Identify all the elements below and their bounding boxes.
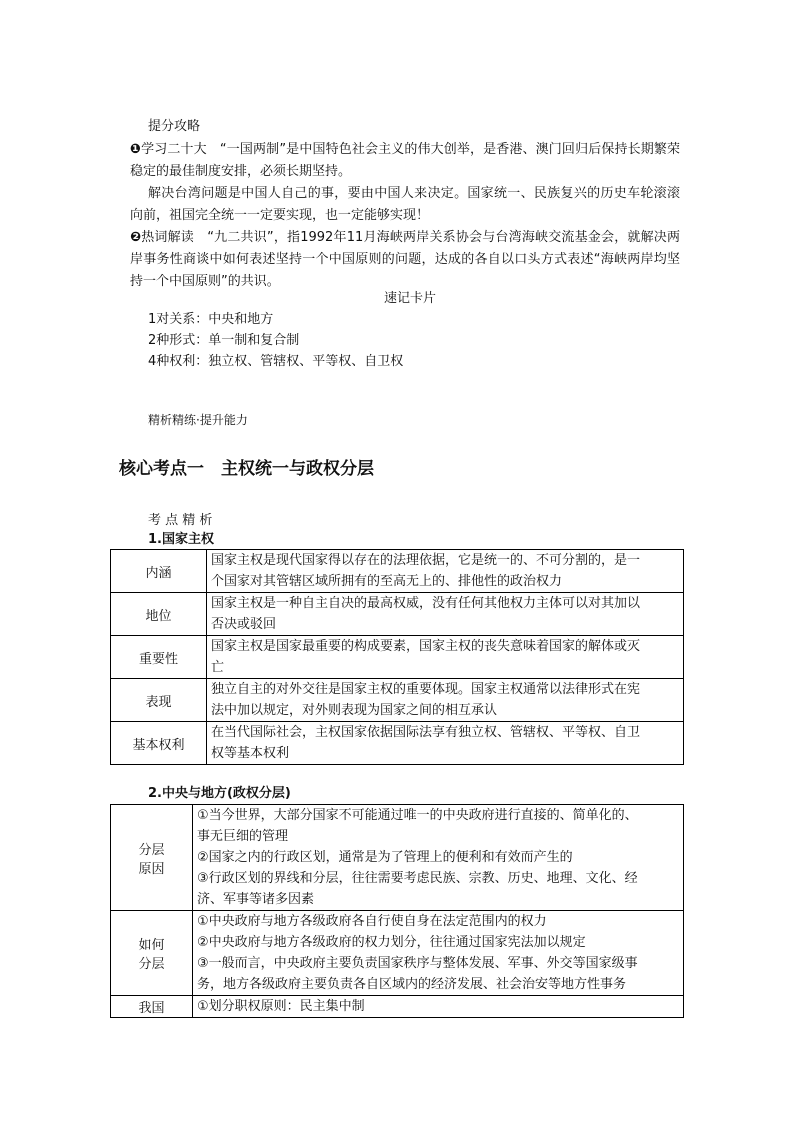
row-key: 表现 xyxy=(111,679,207,722)
card-title: 速记卡片 xyxy=(384,291,437,306)
national-sovereignty-table xyxy=(110,549,684,765)
table-row xyxy=(111,679,684,722)
row-value: ①中央政府与地方各级政府各自行使自身在法定范围内的权力 ②中央政府与地方各级政府的权力划分，往往通过国家宪法加以规定 ③一般而言，中央政府主要负责国家秩序与整体发展、军事、外交等国家级事 务，地方各级政府主要负责各自区域内的经济发展、社会治安等地方性事务 xyxy=(193,911,684,996)
table-row xyxy=(111,911,684,996)
tips-paragraph-1 xyxy=(130,139,680,183)
row-value: 在当代国际社会，主权国家依据国际法享有独立权、管辖权、平等权、自卫 权等基本权利 xyxy=(207,722,684,765)
table-row xyxy=(111,593,684,636)
section-label: 精析精练·提升能力 xyxy=(148,413,248,427)
table-row xyxy=(111,550,684,593)
card-item: 1对关系：中央和地方 xyxy=(148,312,274,327)
tips-heading: 提分攻略 xyxy=(148,119,201,134)
section-subhead: 考 点 精 析 xyxy=(148,513,213,528)
tips-paragraph-1-text: 学习二十大 “一国两制”是中国特色社会主义的伟大创举，是香港、澳门回归后保持长期繁荣稳定的最佳制度安排，必须长期坚持。 xyxy=(130,142,680,179)
row-value: 国家主权是一种自主自决的最高权威，没有任何其他权力主体可以对其加以 否决或驳回 xyxy=(207,593,684,636)
row-key: 我国 xyxy=(111,996,193,1018)
row-key: 地位 xyxy=(111,593,207,636)
row-key: 如何 分层 xyxy=(111,911,193,996)
row-value: 国家主权是现代国家得以存在的法理依据，它是统一的、不可分割的，是一 个国家对其管辖区域所拥有的至高无上的、排他性的政治权力 xyxy=(207,550,684,593)
row-key: 重要性 xyxy=(111,636,207,679)
table1-heading: 1.国家主权 xyxy=(148,532,214,547)
table-row xyxy=(111,805,684,911)
number-one-marker-icon: ❶ xyxy=(130,142,142,157)
card-item: 4种权利：独立权、管辖权、平等权、自卫权 xyxy=(148,354,404,369)
row-key: 基本权利 xyxy=(111,722,207,765)
number-two-marker-icon: ❷ xyxy=(130,230,142,245)
tips-paragraph-3-text: 热词解读 “九二共识”，指1992年11月海峡两岸关系协会与台湾海峡交流基金会，就解决两岸事务性商谈中如何表述坚持一个中国原则的问题，达成的各自以口头方式表述“海峡两岸均坚持一个中国原则”的共识。 xyxy=(130,230,680,289)
table-row xyxy=(111,996,684,1018)
table-row xyxy=(111,722,684,765)
section-title: 核心考点一 主权统一与政权分层 xyxy=(119,459,374,479)
row-value: 国家主权是国家最重要的构成要素，国家主权的丧失意味着国家的解体或灭 亡 xyxy=(207,636,684,679)
row-key: 分层 原因 xyxy=(111,805,193,911)
row-key: 内涵 xyxy=(111,550,207,593)
row-value: ①当今世界，大部分国家不可能通过唯一的中央政府进行直接的、简单化的、 事无巨细的管理 ②国家之内的行政区划，通常是为了管理上的便利和有效而产生的 ③行政区划的界线和分层，往往需要考虑民族、宗教、历史、地理、文化、经 济、军事等诸多因素 xyxy=(193,805,684,911)
table2-heading: 2.中央与地方(政权分层) xyxy=(148,786,291,801)
tips-paragraph-3 xyxy=(130,227,680,293)
row-value: 独立自主的对外交往是国家主权的重要体现。国家主权通常以法律形式在宪 法中加以规定，对外则表现为国家之间的相互承认 xyxy=(207,679,684,722)
central-local-table xyxy=(110,804,684,1018)
tips-paragraph-2: 解决台湾问题是中国人自己的事，要由中国人来决定。国家统一、民族复兴的历史车轮滚滚向前，祖国完全统一一定要实现，也一定能够实现！ xyxy=(130,186,680,223)
row-value: ①划分职权原则：民主集中制 xyxy=(193,996,684,1018)
table-row xyxy=(111,636,684,679)
card-item: 2种形式：单一制和复合制 xyxy=(148,333,300,348)
